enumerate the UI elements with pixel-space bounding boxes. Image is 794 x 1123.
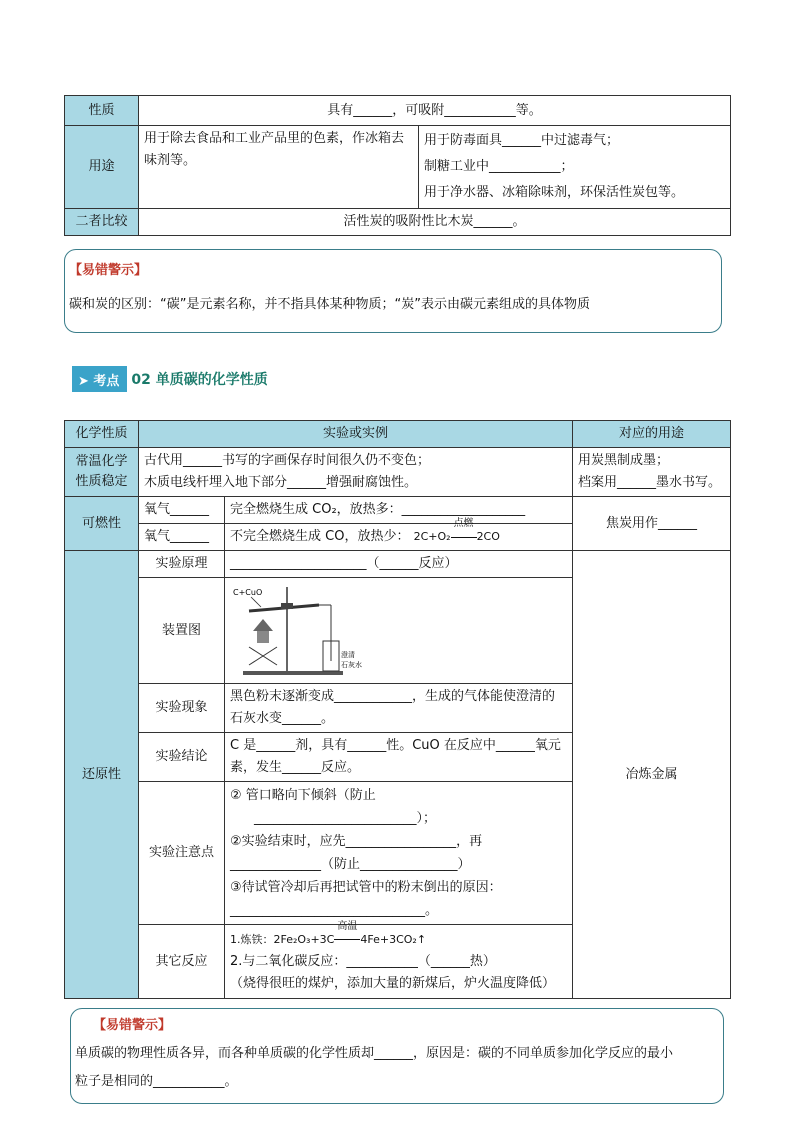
combustible-use: 焦炭用作______ [573,497,731,551]
row-head-use: 用途 [65,126,139,209]
col-head-property: 化学性质 [65,421,139,448]
label-other: 其它反应 [139,925,225,999]
label-phenomenon: 实验现象 [139,684,225,733]
table-chemical-properties [64,420,731,999]
label-principle: 实验原理 [139,551,225,578]
precaution-2b: ______________（防止_______________） [230,857,471,872]
warning-title-1: 【易错警示】 [69,263,148,278]
other-reaction-2: 2.与二氧化碳反应：___________（______热） [230,953,496,969]
stable-use-2: 档案用______墨水书写。 [578,475,722,490]
label-apparatus: 装置图 [139,578,225,684]
principle-text: _____________________（______反应） [225,551,573,578]
conclusion-text: C 是______剂，具有______性。CuO 在反应中______氧元素，发生______反应。 [225,733,573,782]
phenomenon-text: 黑色粉末逐渐变成____________，生成的气体能使澄清的石灰水变______。 [225,684,573,733]
precaution-3b: ______________________________。 [230,903,439,918]
precaution-1b: _________________________）； [254,811,437,826]
stable-example-1: 古代用______书写的字画保存时间很久仍不变色； [144,453,431,468]
label-c-cuo: C+CuO [233,587,263,597]
label-limewater: 石灰水 [341,660,362,669]
col-head-use: 对应的用途 [573,421,731,448]
warning-title-2: 【易错警示】 [93,1018,172,1033]
other-reaction-3: （烧得很旺的煤炉，添加大量的新煤后，炉火温度降低） [230,975,556,991]
condition-high-temp: 高温 [337,920,358,932]
oxygen-insufficient: 氧气______ [139,524,225,551]
label-conclusion: 实验结论 [139,733,225,782]
section-badge: ➤ 考点 [72,366,127,392]
property-text: 具有______，可吸附___________等。 [139,96,731,126]
warning-note-1 [64,249,722,333]
use-gasmask: 用于防毒面具______中过滤毒气； [424,133,620,148]
stable-example-2: 木质电线杆埋入地下部分______增强耐腐蚀性。 [144,475,418,490]
warning-text-2b: 粒子是相同的___________。 [75,1074,238,1089]
precaution-2: ②实验结束时，应先_________________，再 [230,834,483,849]
precaution-1: ② 管口略向下倾斜（防止 [230,788,376,803]
row-reducing: 还原性 [65,551,139,999]
row-combustible: 可燃性 [65,497,139,551]
use-charcoal: 用于除去食品和工业产品里的色素，作冰箱去味剂等。 [139,126,419,209]
warning-text-2a: 单质碳的物理性质各异，而各种单质碳的化学性质却______，原因是：碳的不同单质参加化学反应的最小 [75,1046,674,1061]
section-title: 02 单质碳的化学性质 [131,372,268,388]
condition-ignite: 点燃 [453,518,474,529]
label-precautions: 实验注意点 [139,782,225,925]
table-adsorption [64,95,731,236]
row-head-compare: 二者比较 [65,209,139,236]
compare-text: 活性炭的吸附性比木炭______。 [139,209,731,236]
apparatus-diagram [229,581,389,681]
warning-note-2 [70,1008,724,1104]
other-reaction-1: 1.炼铁：2Fe₂O₃+3C 高温 4Fe+3CO₂↑ [230,929,567,951]
reducing-use: 冶炼金属 [573,551,731,999]
complete-combustion: 完全燃烧生成 CO₂，放热多：___________________ [225,497,573,524]
warning-text-1: 碳和炭的区别：“碳”是元素名称，并不指具体某种物质；“炭”表示由碳元素组成的具体物质 [69,297,590,312]
col-head-example: 实验或实例 [139,421,573,448]
incomplete-combustion: 不完全燃烧生成 CO，放热少： [230,529,410,544]
precaution-3: ③待试管冷却后再把试管中的粉末倒出的原因： [230,880,502,895]
oxygen-sufficient: 氧气______ [139,497,225,524]
label-clear: 澄清 [341,650,355,659]
equation-co: 2C+O₂ 点燃 2CO [414,530,500,543]
use-sugar: 制糖工业中___________； [424,159,574,174]
use-water: 用于净水器、冰箱除味剂，环保活性炭包等。 [424,185,685,200]
section-heading [72,366,268,392]
stable-use-1: 用炭黑制成墨； [578,453,670,468]
row-stable: 常温化学性质稳定 [65,448,139,497]
row-head-property: 性质 [65,96,139,126]
